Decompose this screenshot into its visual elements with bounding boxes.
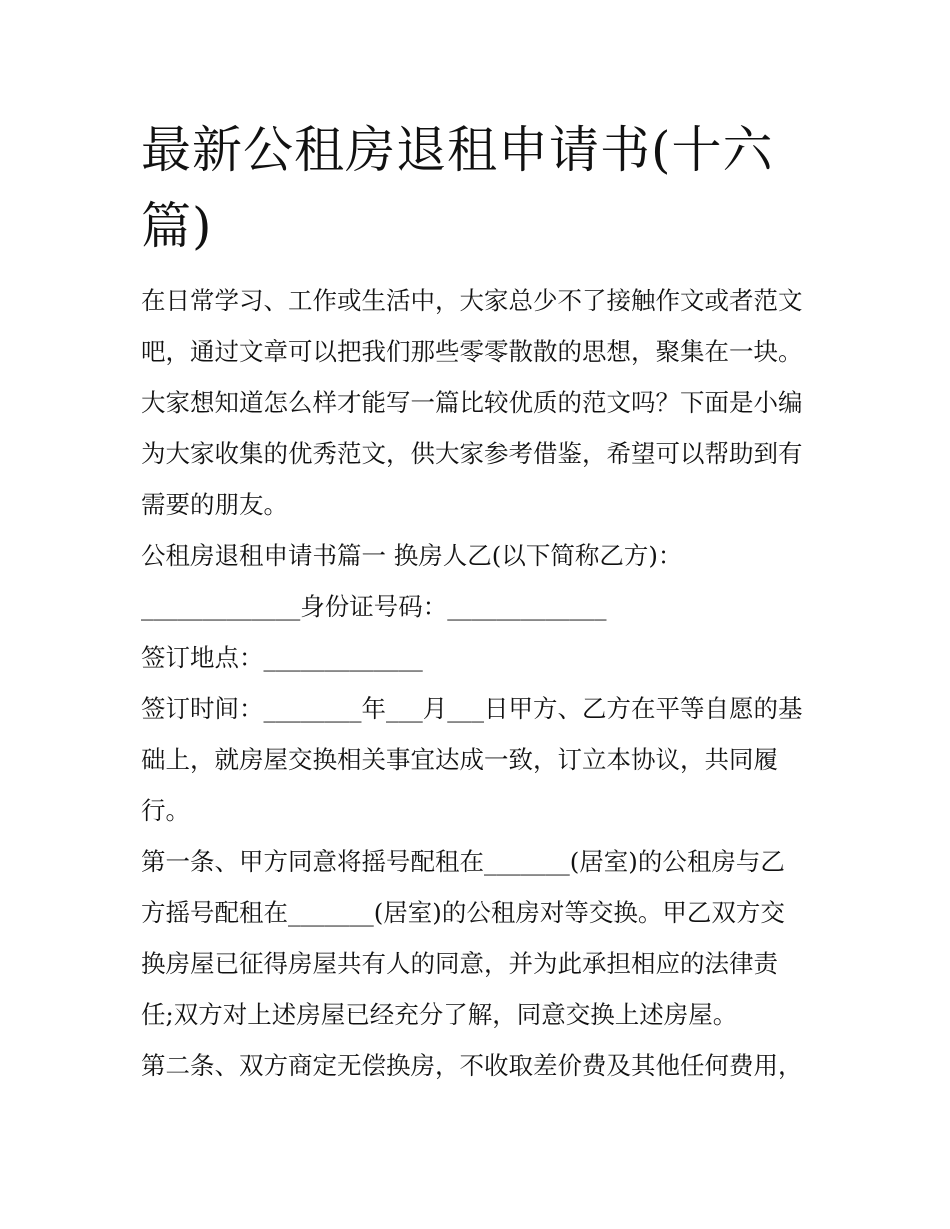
body-line: 大家想知道怎么样才能写一篇比较优质的范文吗？下面是小编 (141, 388, 803, 417)
page-title (141, 112, 821, 264)
document-body (141, 275, 841, 1091)
signing-date-line: 签订时间：________年___月___日甲方、乙方在平等自愿的基 (141, 694, 803, 723)
body-line: 础上，就房屋交换相关事宜达成一致，订立本协议，共同履 (141, 745, 778, 774)
id-number-blank-line: _____________身份证号码：_____________ (141, 592, 607, 621)
body-line: 吧，通过文章可以把我们那些零零散散的思想，聚集在一块。 (141, 337, 803, 366)
body-line: 方摇号配租在_______(居室)的公租房对等交换。甲乙双方交 (141, 898, 785, 927)
title-line-2: 篇) (141, 197, 213, 255)
body-line: 换房屋已征得房屋共有人的同意，并为此承担相应的法律责 (141, 949, 778, 978)
section-heading-line: 公租房退租申请书篇一 换房人乙(以下简称乙方)： (141, 541, 683, 570)
body-line: 行。 (141, 796, 190, 825)
body-line: 在日常学习、工作或生活中，大家总少不了接触作文或者范文 (141, 286, 803, 315)
signing-location-line: 签订地点：_____________ (141, 643, 423, 672)
body-line: 为大家收集的优秀范文，供大家参考借鉴，希望可以帮助到有 (141, 439, 803, 468)
article-one-line: 第一条、甲方同意将摇号配租在_______(居室)的公租房与乙 (141, 847, 785, 876)
body-line: 任;双方对上述房屋已经充分了解，同意交换上述房屋。 (141, 1000, 738, 1029)
title-line-1: 最新公租房退租申请书(十六 (141, 121, 774, 179)
body-line: 需要的朋友。 (141, 490, 288, 519)
article-two-line: 第二条、双方商定无偿换房，不收取差价费及其他任何费用， (141, 1051, 803, 1080)
